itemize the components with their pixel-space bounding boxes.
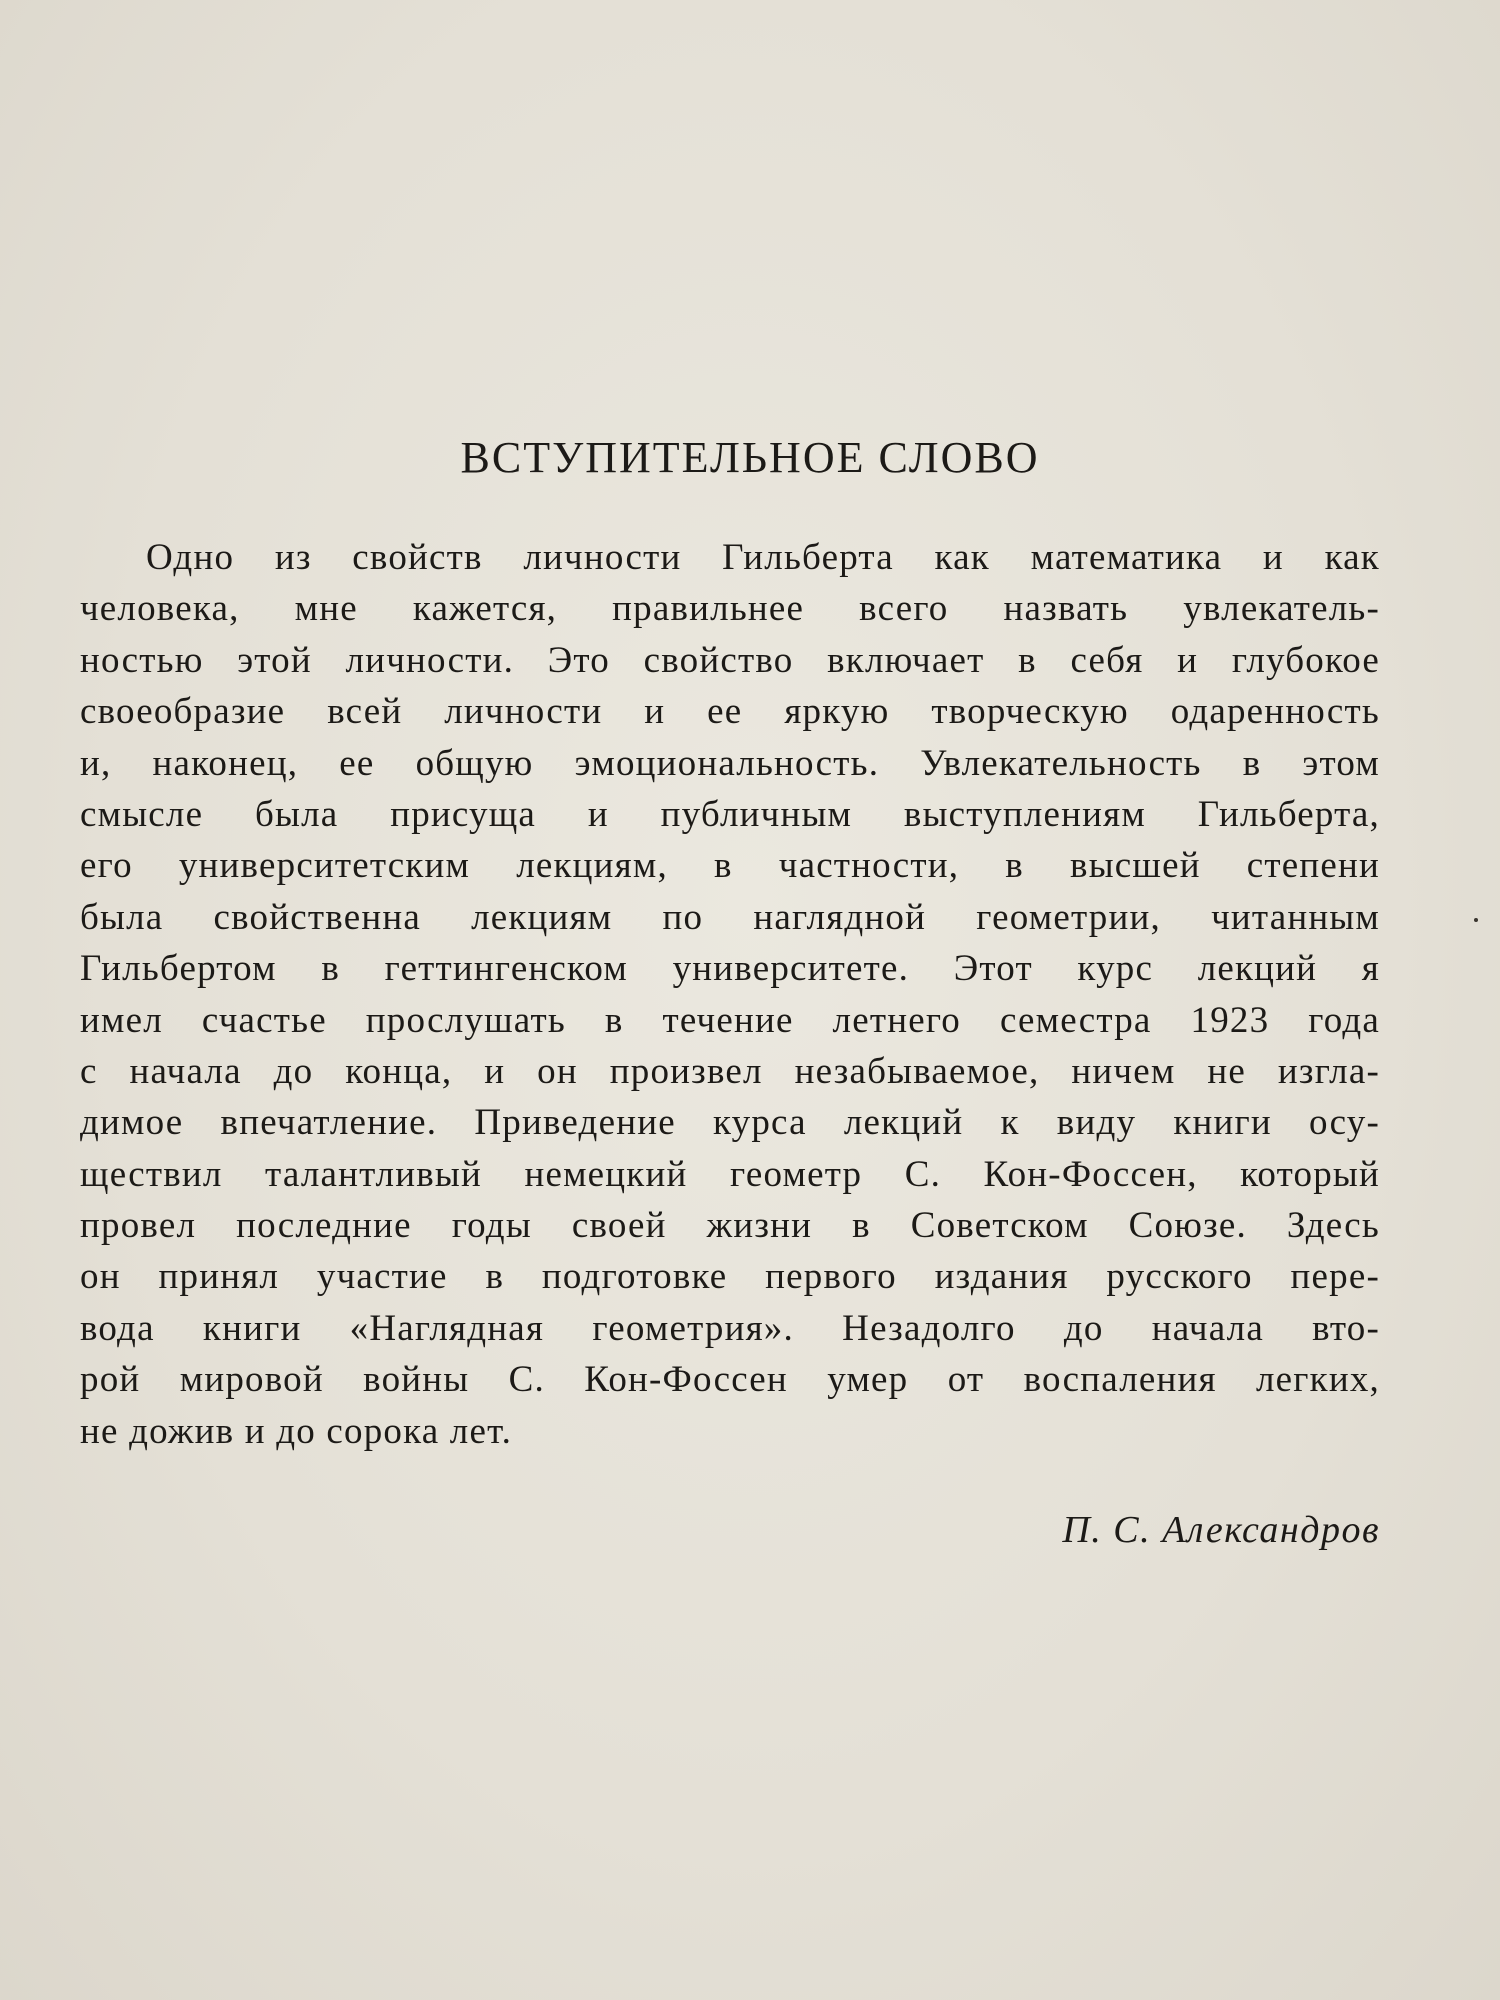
author-signature: П. С. Александров xyxy=(1062,1509,1380,1551)
page-title: ВСТУПИТЕЛЬНОЕ СЛОВО xyxy=(460,433,1040,482)
text-line: с начала до конца, и он произвел незабываемое, ничем не изгла- xyxy=(80,1050,1380,1092)
text-line: смысле была присуща и публичным выступлениям Гильберта, xyxy=(80,793,1380,835)
paper-speck xyxy=(1474,918,1478,922)
text-line: ществил талантливый немецкий геометр С. Кон-Фоссен, который xyxy=(80,1153,1380,1195)
text-line: и, наконец, ее общую эмоциональность. Увлекательность в этом xyxy=(80,742,1380,784)
text-line: имел счастье прослушать в течение летнего семестра 1923 года xyxy=(80,999,1380,1041)
text-line: Одно из свойств личности Гильберта как математика и как xyxy=(146,537,1380,578)
text-line: человека, мне кажется, правильнее всего назвать увлекатель- xyxy=(80,588,1380,630)
text-line: ностью этой личности. Это свойство включает в себя и глубокое xyxy=(80,639,1380,681)
text-line: не дожив и до сорока лет. xyxy=(80,1410,513,1452)
text-line: Гильбертом в геттингенском университете. Этот курс лекций я xyxy=(80,948,1380,990)
text-line: провел последние годы своей жизни в Советском Союзе. Здесь xyxy=(80,1205,1380,1247)
text-line: он принял участие в подготовке первого издания русского пере- xyxy=(80,1256,1380,1298)
text-line: своеобразие всей личности и ее яркую творческую одаренность xyxy=(80,691,1380,733)
foreword-paragraph xyxy=(80,532,1380,1457)
text-line: вода книги «Наглядная геометрия». Незадолго до начала вто- xyxy=(80,1307,1380,1349)
text-line: рой мировой войны С. Кон-Фоссен умер от воспаления легких, xyxy=(80,1359,1380,1401)
text-line: была свойственна лекциям по наглядной геометрии, читанным xyxy=(80,896,1380,938)
text-line: его университетским лекциям, в частности, в высшей степени xyxy=(80,845,1380,887)
text-line: димое впечатление. Приведение курса лекций к виду книги осу- xyxy=(80,1102,1380,1144)
